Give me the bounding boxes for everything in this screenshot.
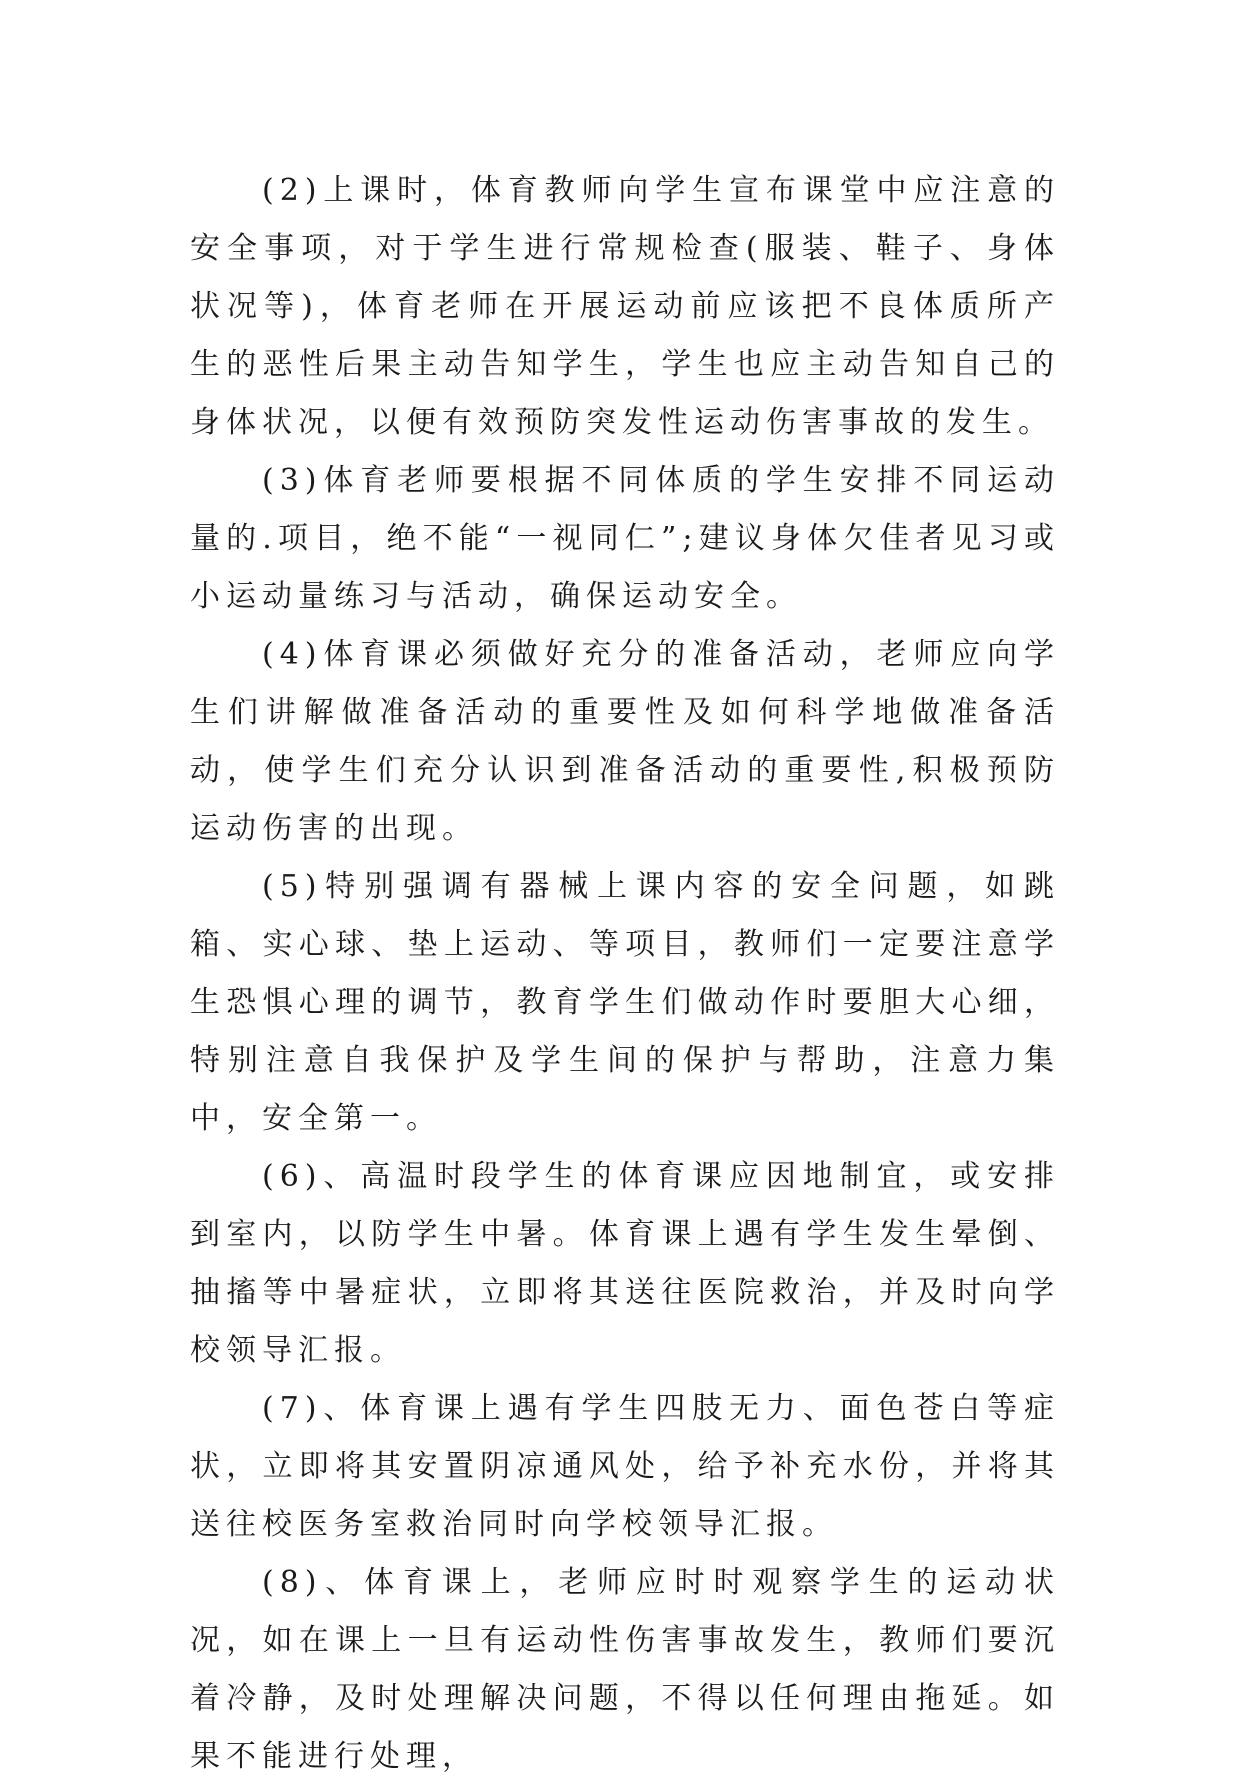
paragraph-item-4: (4)体育课必须做好充分的准备活动，老师应向学生们讲解做准备活动的重要性及如何科学地做准备活动，使学生们充分认识到准备活动的重要性,积极预防运动伤害的出现。 (190, 637, 1060, 846)
paragraph-item-7: (7)、体育课上遇有学生四肢无力、面色苍白等症状，立即将其安置阴凉通风处，给予补充水份，并将其送往校医务室救治同时向学校领导汇报。 (190, 1391, 1060, 1542)
paragraph-item-3: (3)体育老师要根据不同体质的学生安排不同运动量的.项目，绝不能“一视同仁”;建议身体欠佳者见习或小运动量练习与活动，确保运动安全。 (190, 463, 1060, 614)
paragraph-item-2: (2)上课时，体育教师向学生宣布课堂中应注意的安全事项，对于学生进行常规检查(服装、鞋子、身体状况等)，体育老师在开展运动前应该把不良体质所产生的恶性后果主动告知学生，学生也应主动告知自己的身体状况，以便有效预防突发性运动伤害事故的发生。 (190, 173, 1060, 440)
paragraph-item-8: (8)、体育课上，老师应时时观察学生的运动状况，如在课上一旦有运动性伤害事故发生，教师们要沉着冷静，及时处理解决问题，不得以任何理由拖延。如果不能进行处理， (190, 1565, 1060, 1774)
document-body (190, 162, 1060, 1786)
paragraph-item-6: (6)、高温时段学生的体育课应因地制宜，或安排到室内，以防学生中暑。体育课上遇有学生发生晕倒、抽搐等中暑症状，立即将其送往医院救治，并及时向学校领导汇报。 (190, 1159, 1060, 1368)
paragraph-item-5: (5)特别强调有器械上课内容的安全问题，如跳箱、实心球、垫上运动、等项目，教师们一定要注意学生恐惧心理的调节，教育学生们做动作时要胆大心细，特别注意自我保护及学生间的保护与帮助，注意力集中，安全第一。 (190, 869, 1060, 1136)
